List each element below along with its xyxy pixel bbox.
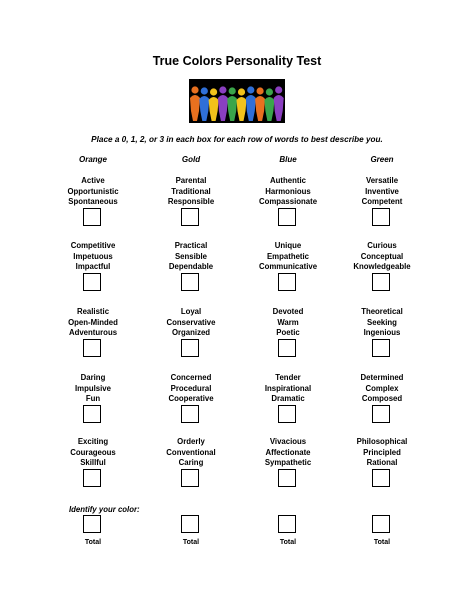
descriptor-word: Compassionate	[258, 197, 318, 207]
descriptor-word: Open-Minded	[68, 317, 118, 327]
word-group-green-row-1	[327, 176, 437, 208]
total-label-blue: Total	[279, 539, 297, 546]
person-figure	[264, 88, 274, 121]
descriptor-word: Conceptual	[360, 251, 404, 261]
descriptor-word: Loyal	[180, 307, 202, 316]
descriptor-word: Courageous	[70, 447, 116, 457]
true-colors-banner-image	[189, 79, 285, 123]
descriptor-word: Seeking	[367, 317, 397, 327]
score-box-green-row-5[interactable]	[372, 469, 390, 487]
descriptor-word: Impactful	[75, 262, 111, 272]
descriptor-word: Complex	[365, 383, 399, 393]
descriptor-word: Realistic	[76, 307, 110, 316]
descriptor-word: Vivacious	[269, 437, 307, 446]
word-group-green-row-3	[327, 307, 437, 339]
descriptor-word: Warm	[277, 317, 299, 327]
descriptor-word: Exciting	[77, 437, 109, 446]
person-figure	[190, 86, 200, 121]
score-box-blue-row-3[interactable]	[278, 339, 296, 357]
total-box-orange[interactable]	[83, 515, 101, 533]
descriptor-word: Dependable	[168, 262, 214, 272]
descriptor-word: Traditional	[171, 186, 211, 196]
descriptor-word: Empathetic	[266, 251, 310, 261]
total-box-blue[interactable]	[278, 515, 296, 533]
descriptor-word: Conventional	[166, 447, 216, 457]
instructions: Place a 0, 1, 2, or 3 in each box for each row of words to best describe you.	[91, 135, 383, 144]
word-group-green-row-4	[327, 373, 437, 405]
score-box-orange-row-4[interactable]	[83, 405, 101, 423]
descriptor-word: Determined	[360, 373, 404, 382]
score-box-orange-row-5[interactable]	[83, 469, 101, 487]
word-group-orange-row-1	[38, 176, 148, 208]
descriptor-word: Inspirational	[264, 383, 312, 393]
descriptor-word: Competitive	[70, 241, 116, 250]
descriptor-word: Dramatic	[271, 394, 305, 404]
descriptor-word: Inventive	[365, 186, 399, 196]
descriptor-word: Versatile	[365, 176, 399, 185]
descriptor-word: Parental	[175, 176, 207, 185]
score-box-green-row-4[interactable]	[372, 405, 390, 423]
word-group-gold-row-5	[136, 437, 246, 469]
word-group-green-row-2	[327, 241, 437, 273]
descriptor-word: Concerned	[170, 373, 212, 382]
word-group-gold-row-4	[136, 373, 246, 405]
total-label-gold: Total	[182, 539, 200, 546]
column-header-orange: Orange	[78, 155, 107, 164]
person-figure	[209, 88, 219, 121]
score-box-blue-row-4[interactable]	[278, 405, 296, 423]
descriptor-word: Sympathetic	[264, 458, 312, 468]
descriptor-word: Rational	[366, 458, 398, 468]
column-header-gold: Gold	[181, 155, 201, 164]
descriptor-word: Impetuous	[73, 251, 113, 261]
score-box-orange-row-3[interactable]	[83, 339, 101, 357]
score-box-orange-row-2[interactable]	[83, 273, 101, 291]
score-box-green-row-1[interactable]	[372, 208, 390, 226]
word-group-gold-row-1	[136, 176, 246, 208]
person-figure	[218, 86, 228, 121]
descriptor-word: Knowledgeable	[353, 262, 411, 272]
descriptor-word: Communicative	[258, 262, 318, 272]
person-figure	[255, 87, 265, 121]
descriptor-word: Spontaneous	[68, 197, 118, 207]
word-group-orange-row-5	[38, 437, 148, 469]
total-label-green: Total	[373, 539, 391, 546]
descriptor-word: Philosophical	[356, 437, 408, 446]
person-figure	[274, 86, 284, 121]
descriptor-word: Devoted	[272, 307, 304, 316]
score-box-blue-row-1[interactable]	[278, 208, 296, 226]
descriptor-word: Theoretical	[361, 307, 403, 316]
descriptor-word: Authentic	[270, 176, 306, 185]
word-group-gold-row-2	[136, 241, 246, 273]
score-box-gold-row-2[interactable]	[181, 273, 199, 291]
descriptor-word: Ingenious	[363, 328, 401, 338]
score-box-gold-row-4[interactable]	[181, 405, 199, 423]
descriptor-word: Poetic	[276, 328, 300, 338]
column-header-green: Green	[370, 155, 394, 164]
word-group-gold-row-3	[136, 307, 246, 339]
score-box-green-row-3[interactable]	[372, 339, 390, 357]
descriptor-word: Practical	[174, 241, 208, 250]
descriptor-word: Cooperative	[168, 394, 214, 404]
descriptor-word: Procedural	[170, 383, 212, 393]
descriptor-word: Composed	[361, 394, 403, 404]
descriptor-word: Active	[81, 176, 105, 185]
person-figure	[246, 86, 256, 121]
column-header-blue: Blue	[279, 155, 297, 164]
descriptor-word: Responsible	[167, 197, 215, 207]
score-box-blue-row-2[interactable]	[278, 273, 296, 291]
descriptor-word: Unique	[274, 241, 302, 250]
descriptor-word: Conservative	[166, 317, 216, 327]
descriptor-word: Sensible	[174, 251, 208, 261]
descriptor-word: Competent	[361, 197, 403, 207]
descriptor-word: Organized	[171, 328, 211, 338]
score-box-orange-row-1[interactable]	[83, 208, 101, 226]
descriptor-word: Curious	[367, 241, 397, 250]
descriptor-word: Principled	[363, 447, 401, 457]
descriptor-word: Orderly	[177, 437, 205, 446]
total-label-orange: Total	[84, 539, 102, 546]
descriptor-word: Fun	[85, 394, 101, 404]
descriptor-word: Daring	[80, 373, 106, 382]
descriptor-word: Impulsive	[75, 383, 111, 393]
people-silhouettes-icon	[189, 79, 285, 123]
descriptor-word: Harmonious	[265, 186, 311, 196]
descriptor-word: Skillful	[80, 458, 106, 468]
descriptor-word: Adventurous	[68, 328, 118, 338]
score-box-gold-row-5[interactable]	[181, 469, 199, 487]
descriptor-word: Tender	[275, 373, 301, 382]
descriptor-word: Opportunistic	[67, 186, 119, 196]
word-group-orange-row-3	[38, 307, 148, 339]
descriptor-word: Caring	[178, 458, 204, 468]
person-figure	[227, 87, 237, 121]
word-group-orange-row-4	[38, 373, 148, 405]
score-box-green-row-2[interactable]	[372, 273, 390, 291]
person-figure	[237, 88, 247, 121]
total-box-green[interactable]	[372, 515, 390, 533]
total-box-gold[interactable]	[181, 515, 199, 533]
score-box-gold-row-3[interactable]	[181, 339, 199, 357]
identify-color-label: Identify your color:	[69, 505, 140, 514]
word-group-green-row-5	[327, 437, 437, 469]
score-box-gold-row-1[interactable]	[181, 208, 199, 226]
descriptor-word: Affectionate	[265, 447, 311, 457]
page-title: True Colors Personality Test	[152, 54, 322, 68]
score-box-blue-row-5[interactable]	[278, 469, 296, 487]
person-figure	[199, 87, 209, 121]
word-group-orange-row-2	[38, 241, 148, 273]
